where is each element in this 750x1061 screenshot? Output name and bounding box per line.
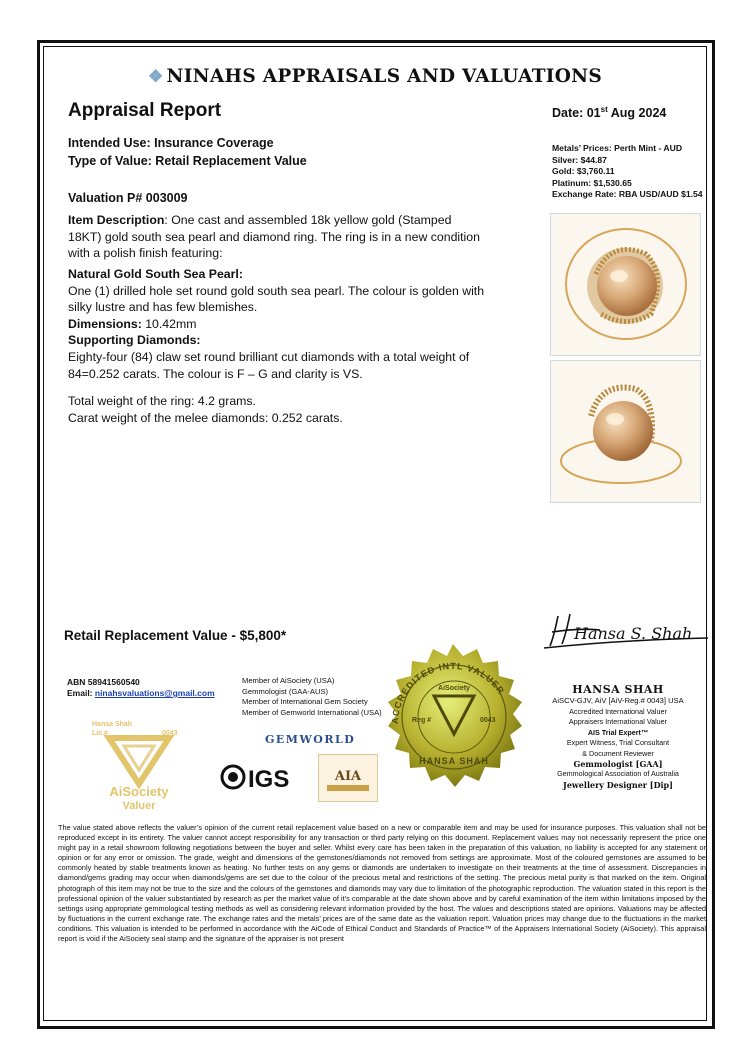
email-link[interactable]: ninahsvaluations@gmail.com	[94, 688, 215, 698]
pearl-heading: Natural Gold South Sea Pearl:	[68, 267, 243, 281]
contact-info: ABN 58941560540 Email: ninahsvaluations@gmail.com	[67, 677, 215, 698]
igs-logo	[218, 762, 313, 801]
memberships-list: Member of AiSociety (USA) Gemmologist (GAA-AUS) Member of International Gem Society Member of Gemworld International (USA)	[242, 676, 382, 717]
type-of-value: Type of Value: Retail Replacement Value	[68, 154, 307, 168]
intended-use: Intended Use: Insurance Coverage	[68, 136, 274, 150]
report-date: Date: 01st Aug 2024	[552, 105, 667, 121]
retail-replacement-value: Retail Replacement Value - $5,800*	[64, 628, 287, 643]
pearl-section: Natural Gold South Sea Pearl: One (1) drilled hole set round gold south sea pearl. The colour is golden with silky lustre and has few blemishes. Dimensions: 10.42mm Supporting Diamonds: Eighty-four (84) claw set round brilliant cut diamonds with a total weight of 84=0.252 carats. The colour is F – G and clarity is VS.	[68, 267, 485, 381]
disclaimer-text: The value stated above reflects the valuer’s opinion of the current retail replacement value based on a new or comparable item and may be used for insurance purposes. This valuation shall not be reproduced except in its entirety. The valuer cannot accept responsibility for any transaction or third party relying on this document. Replacement values may not necessarily represent the price one might pay in a retail showroom following negotiations between the buyer and seller. Whilst every care has been taken in the preparation of this valuation, no liability is accepted for any statement or opinion or for any error or omission. The grade, weight and dimensions of the gemstones/diamonds not removed from settings are approximate. Most of the coloured gemstones are assumed to be commonly heated by stable treatments known as heating. No further tests on any gems or diamonds are undertaken to investigate on their treatments at the time of assessment. Discrepancies in diamond/gems grading may occur when diamonds/gems are set due to the colour of the precious metal and restrictions of the setting. The precious metal purity is that marked on the item. Original photograph of this item may not be true to the size and the colours of the gemstones and diamonds may vary due to limitation of the photographic reproduction. The valuation stated in this report is the professional opinion of the valuer substantiated by research as per the market value of it’s comparable at the date shown above and by careful examination of the item within limitations imposed by the settings using appropriate gemmological testing methods as well as considering relevant information provided by the host. The values and descriptions stated are opinions. Valuations may be affected by fluctuations in the current exchange rate. The exchange rates and the metals’ prices are of the same date as the valuation report. Valuation prices may change due to the fluctuations in the market conditions. This valuation is intended to be performed in accordance with the AiCode of Ethical Conduct and Standards of Practice™ of the Appraisers International Society (AiSociety). This appraisal report is void if the AiSociety seal stamp and the signature of the appraiser is not present	[58, 823, 706, 944]
svg-text:Valuer: Valuer	[122, 800, 156, 811]
svg-text:ACCREDITED INTL VALUER: ACCREDITED INTL VALUER	[389, 660, 507, 725]
svg-text:Lic.#: Lic.#	[92, 730, 108, 737]
svg-text:0043: 0043	[162, 730, 178, 737]
metals-prices: Metals’ Prices: Perth Mint - AUD Silver: $44.87 Gold: $3,760.11 Platinum: $1,530.65 Exchange Rate: RBA USD/AUD $1.54	[552, 143, 703, 200]
accredited-valuer-seal	[368, 642, 538, 807]
report-title: Appraisal Report	[68, 100, 222, 121]
diamonds-heading: Supporting Diamonds:	[68, 333, 201, 348]
gemworld-logo: GEMWORLD	[265, 733, 356, 746]
ring-photo-side	[550, 360, 701, 503]
svg-text:HANSA SHAH: HANSA SHAH	[419, 756, 489, 766]
item-description: Item Description: One cast and assembled 18k yellow gold (Stamped 18KT) gold south sea pearl and diamond ring. The ring is in a new condition with a polish finish featuring:	[68, 213, 480, 261]
svg-text:Hansa Shah: Hansa Shah	[92, 721, 133, 728]
svg-text:IGS: IGS	[248, 766, 290, 793]
svg-text:AiSociety: AiSociety	[109, 784, 169, 799]
appraiser-signature	[540, 610, 710, 657]
snowflake-logo-icon: ❖	[147, 67, 164, 87]
aisociety-valuer-logo	[84, 716, 194, 816]
company-title: ❖ NINAHS APPRAISALS AND VALUATIONS	[147, 66, 603, 87]
svg-text:0043: 0043	[480, 717, 496, 724]
appraiser-name: HANSA SHAH	[572, 683, 664, 696]
diamonds-text: Eighty-four (84) claw set round brilliant cut diamonds with a total weight of 84=0.252 carats. The colour is F – G and clarity is VS.	[68, 349, 470, 381]
svg-text:AiSociety: AiSociety	[438, 685, 470, 692]
pearl-text: One (1) drilled hole set round gold south sea pearl. The colour is golden with silky lustre and has few blemishes.	[68, 283, 485, 315]
weights: Total weight of the ring: 4.2 grams. Carat weight of the melee diamonds: 0.252 carats.	[68, 394, 343, 425]
svg-text:AIA: AIA	[334, 769, 362, 784]
appraiser-credentials: HANSA SHAH AiSCV-GJV, AiV [AiV-Reg.# 0043] USA Accredited International Valuer Appraisers International Valuer AIS Trial Expert™ Expert Witness, Trial Consultant & Document Reviewer Gemmologist [GAA] Gemmological Association of Australia Jewellery Designer [Dip]	[520, 683, 716, 790]
valuation-number: Valuation P# 003009	[68, 191, 188, 205]
abn-number: ABN 58941560540	[67, 677, 140, 687]
svg-text:Reg #: Reg #	[412, 717, 432, 724]
ring-photo-top	[550, 213, 701, 356]
svg-text:Hansa S. Shah: Hansa S. Shah	[574, 624, 693, 643]
